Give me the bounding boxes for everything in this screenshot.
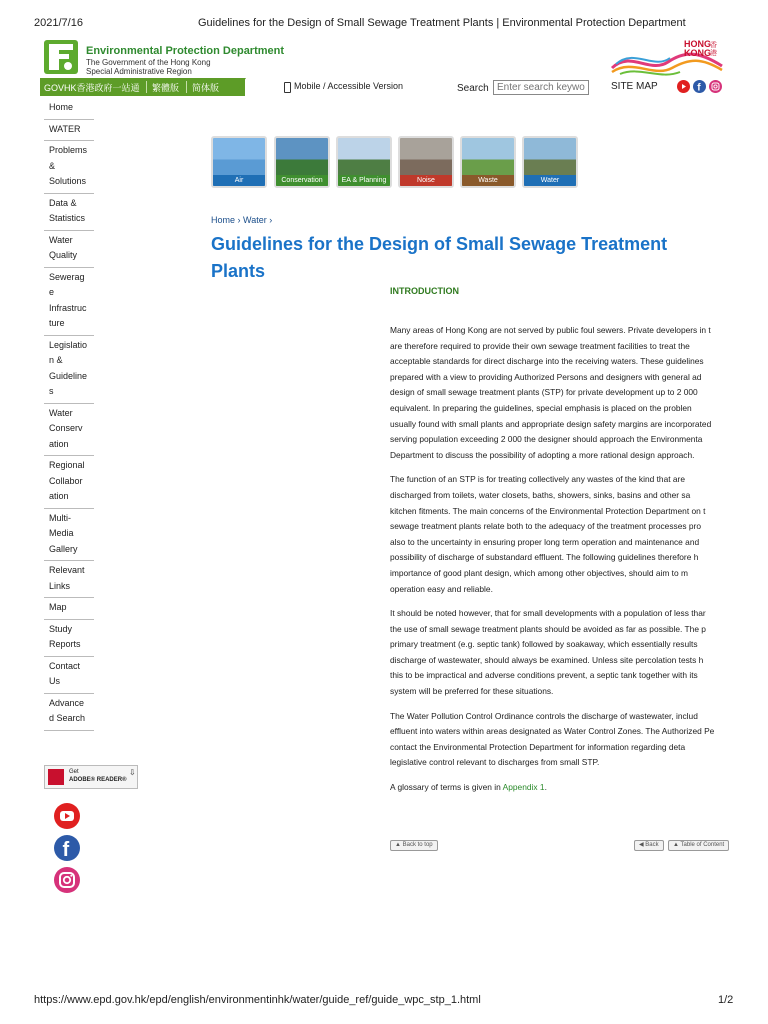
gov-bar-divider (146, 81, 147, 93)
brand-kong: KONG (684, 48, 711, 58)
paragraph-line: possibility of discharge of substandard effluent. The following guidelines therefore h (390, 552, 699, 563)
gov-bar-divider (186, 81, 187, 93)
sidebar-item-label: Study (49, 623, 73, 634)
sidebar-item[interactable] (44, 598, 94, 620)
print-page-number: 1/2 (718, 994, 734, 1006)
sidebar-item-label: Collabor (49, 475, 83, 486)
sidebar-item-label: Contact (49, 660, 81, 671)
svg-text:f: f (62, 839, 70, 861)
body-paragraph (390, 323, 731, 463)
topic-tile[interactable] (274, 136, 330, 188)
facebook-icon[interactable] (54, 835, 80, 861)
back-button[interactable]: ◀ Back (634, 840, 664, 851)
paragraph-line: primary treatment (e.g. septic tank) followed by soakaway, which essentially results (390, 639, 698, 650)
breadcrumb (211, 215, 272, 225)
brand-cjk: 香港 (710, 42, 717, 57)
paragraph-line: prepared with a view to providing Authorized Persons and designers with general ad (390, 371, 702, 382)
introduction-heading: INTRODUCTION (390, 286, 459, 296)
paragraph-line: discharged from toilets, water closets, baths, showers, sinks, basins and other sa (390, 489, 691, 500)
sidebar-item-label: ation (49, 491, 69, 501)
sidebar-item[interactable] (44, 194, 94, 231)
download-arrow-icon: ⇩ (129, 768, 136, 777)
body-paragraph (390, 472, 731, 597)
paragraph-line: discharge of wastewater, should always be examined. Unless site percolation tests h (390, 654, 704, 665)
body-paragraph (390, 606, 731, 700)
paragraph-line: design of small sewage treatment plants (STP) for private development up to 2 000 (390, 387, 698, 398)
glossary-paragraph: A glossary of terms is given in Appendix 1. (390, 782, 547, 793)
topic-tile-label: Waste (462, 175, 514, 186)
gov-line: The Government of the Hong Kong Special Administrative Region (86, 58, 211, 76)
paragraph-line: The Water Pollution Control Ordinance controls the discharge of wastewater, includ (390, 710, 698, 721)
youtube-icon[interactable] (54, 803, 80, 829)
paragraph-line: importance of good plant design, which among other objectives, should aim to m (390, 567, 688, 578)
mobile-phone-icon (284, 82, 291, 93)
gov-bar-tail (234, 78, 246, 96)
sidebar-item-label: Quality (49, 250, 78, 260)
sidebar-item[interactable] (44, 620, 94, 657)
left-navigation (44, 98, 94, 731)
paragraph-line: equivalent. In preparing the guidelines, special emphasis is placed on the problen (390, 402, 692, 413)
topic-tile[interactable] (460, 136, 516, 188)
print-date: 2021/7/16 (34, 17, 83, 29)
paragraph-line: sewage treatment plants relate both to the adequacy of the treatment processes pro (390, 521, 701, 532)
sidebar-item-label: n & (49, 355, 63, 365)
facebook-icon[interactable] (693, 80, 706, 93)
simplified-chinese-link[interactable]: 简体版 (192, 83, 220, 93)
dept-name[interactable]: Environmental Protection Department (86, 45, 285, 57)
paragraph-line: acceptable standards for direct discharge into the receiving waters. These guidelines (390, 356, 704, 367)
mobile-accessible-link[interactable]: Mobile / Accessible Version (294, 81, 404, 91)
print-url: https://www.epd.gov.hk/epd/english/environmentinhk/water/guide_ref/guide_wpc_stp_1.html (34, 994, 481, 1006)
paragraph-line: are therefore required to provide their own sewage treatment facilities to treat the (390, 340, 690, 351)
sidebar-item-label: Water (49, 234, 73, 245)
paragraph-line: usually found with small plants and appropriate design safety margins are incorporated (390, 418, 712, 429)
brand-hong-kong-logo[interactable] (610, 40, 725, 80)
sidebar-item-label: Conserv (49, 423, 83, 433)
paragraph-line: also to the uncertainty in ensuring proper long term operation and maintenance and (390, 536, 700, 547)
sidebar-item-label: Solutions (49, 176, 87, 186)
paragraph-line: kitchen fitments. The main concerns of the Environmental Protection Department on t (390, 505, 706, 516)
paragraph-line: effluent into waters within areas designated as Water Control Zones. The Authorized Pe (390, 726, 715, 737)
sidebar-item[interactable] (44, 98, 94, 120)
epd-logo-icon[interactable] (44, 40, 78, 74)
page-title: Guidelines for the Design of Small Sewage Treatment Plants (211, 234, 668, 281)
back-to-top-button[interactable]: ▲ Back to top (390, 840, 438, 851)
sidebar-item-label: Relevant (49, 565, 85, 575)
breadcrumb-water[interactable]: Water › (243, 215, 273, 225)
sidebar-item-label: Guideline (49, 370, 88, 381)
paragraph-line: system will be preferred for these situations. (390, 686, 554, 697)
topic-tile-label: Conservation (276, 175, 328, 186)
get-adobe-reader-button[interactable] (44, 765, 138, 789)
adobe-get-label: Get (69, 769, 79, 775)
sidebar-item-label: Problems (49, 145, 88, 155)
paragraph-line: serving population exceeding 2 000 the designer should approach the Environmenta (390, 434, 703, 445)
sidebar-item-label: Reports (49, 639, 81, 649)
breadcrumb-home[interactable]: Home › (211, 215, 241, 225)
up-triangle-icon: ▲ (395, 842, 401, 848)
sidebar-item[interactable] (44, 657, 94, 694)
sidebar-item-label: ture (49, 318, 65, 328)
govhk-link[interactable]: GOVHK香港政府一站通 (44, 83, 140, 93)
paragraph-line: The function of an STP is for treating collectively any wastes of the kind that are (390, 474, 685, 485)
sidebar-item[interactable] (44, 561, 94, 598)
print-title: Guidelines for the Design of Small Sewage Treatment Plants | Environmental Protection Department (198, 17, 686, 29)
sidebar-item-label: Sewerag (49, 271, 85, 282)
topic-tile-label: Water (524, 175, 576, 186)
sidebar-item[interactable] (44, 231, 94, 268)
youtube-icon[interactable] (677, 80, 690, 93)
paragraph-line: It should be noted however, that for small developments with a population of less thar (390, 608, 706, 619)
sidebar-item-label: s (49, 386, 54, 396)
sidebar-item-label: WATER (49, 123, 81, 134)
traditional-chinese-link[interactable]: 繁體版 (152, 83, 180, 93)
instagram-icon[interactable] (709, 80, 722, 93)
instagram-icon[interactable] (54, 867, 80, 893)
table-of-content-button[interactable]: ▲ Table of Content (668, 840, 729, 851)
sidebar-item-label: Statistics (49, 213, 86, 223)
sidebar-item[interactable] (44, 509, 94, 562)
sidebar-item-label: & (49, 160, 56, 171)
appendix-1-link[interactable]: Appendix 1 (502, 782, 545, 793)
topic-tile[interactable] (336, 136, 392, 188)
topic-tile[interactable] (398, 136, 454, 188)
sidebar-item-label: Media (49, 528, 74, 538)
paragraph-line: this to be impractical and adverse conditions prevent, a septic tank together with its (390, 670, 698, 681)
paragraph-line: the use of small sewage treatment plants should be avoided as far as possible. The p (390, 623, 706, 634)
sidebar-item-label: Water (49, 407, 73, 418)
paragraph-line: Many areas of Hong Kong are not served by public foul sewers. Private developers in t (390, 325, 711, 335)
topic-tile[interactable] (211, 136, 267, 188)
topic-tile-label: EA & Planning (338, 175, 390, 186)
sidebar-item-label: Gallery (49, 543, 78, 554)
brand-hong: HONG (684, 39, 711, 49)
sidebar-item-label: Home (49, 102, 74, 112)
sidebar-item[interactable] (44, 268, 94, 336)
svg-text:f: f (697, 82, 701, 93)
sidebar-item[interactable] (44, 694, 94, 731)
topic-tile-label: Noise (400, 175, 452, 186)
paragraph-line: operation easy and reliable. (390, 583, 493, 594)
sidebar-item[interactable] (44, 336, 94, 404)
sidebar-item-label: Us (49, 676, 60, 686)
sidebar-item-label: d Search (49, 713, 86, 723)
paragraph-line: legislative control relevant to discharges from small STP. (390, 757, 600, 768)
sidebar-item[interactable] (44, 120, 94, 142)
sidebar-item-label: ation (49, 438, 69, 449)
sidebar-item-label: Links (49, 580, 71, 591)
article-content (390, 323, 731, 803)
site-map-link[interactable]: SITE MAP (611, 81, 658, 92)
sidebar-item-label: Map (49, 602, 67, 612)
sidebar-item-label: Infrastruc (49, 302, 87, 313)
paragraph-line: contact the Environmental Protection Department for information regarding deta (390, 741, 686, 752)
up-triangle-icon: ▲ (673, 842, 679, 848)
search-label: Search (457, 83, 489, 94)
sidebar-item-label: Multi- (49, 512, 71, 523)
sidebar-item-label: Advance (49, 697, 85, 708)
sidebar-item-label: Data & (49, 197, 77, 208)
sidebar-item[interactable] (44, 141, 94, 194)
left-triangle-icon: ◀ (639, 842, 644, 848)
sidebar-item[interactable] (44, 456, 94, 509)
topic-tile[interactable] (522, 136, 578, 188)
adobe-reader-label: ADOBE® READER® (69, 777, 127, 783)
search-input[interactable] (493, 80, 589, 95)
sidebar-item-label: Regional (49, 460, 85, 470)
sidebar-item-label: Legislatio (49, 339, 88, 350)
topic-tile-label: Air (213, 175, 265, 186)
sidebar-item[interactable] (44, 404, 94, 457)
body-paragraph (390, 709, 731, 771)
adobe-pdf-icon (48, 769, 64, 785)
paragraph-line: Department to discuss the possibility of adopting a more rational design approach. (390, 449, 695, 460)
sidebar-item-label: e (49, 287, 55, 297)
